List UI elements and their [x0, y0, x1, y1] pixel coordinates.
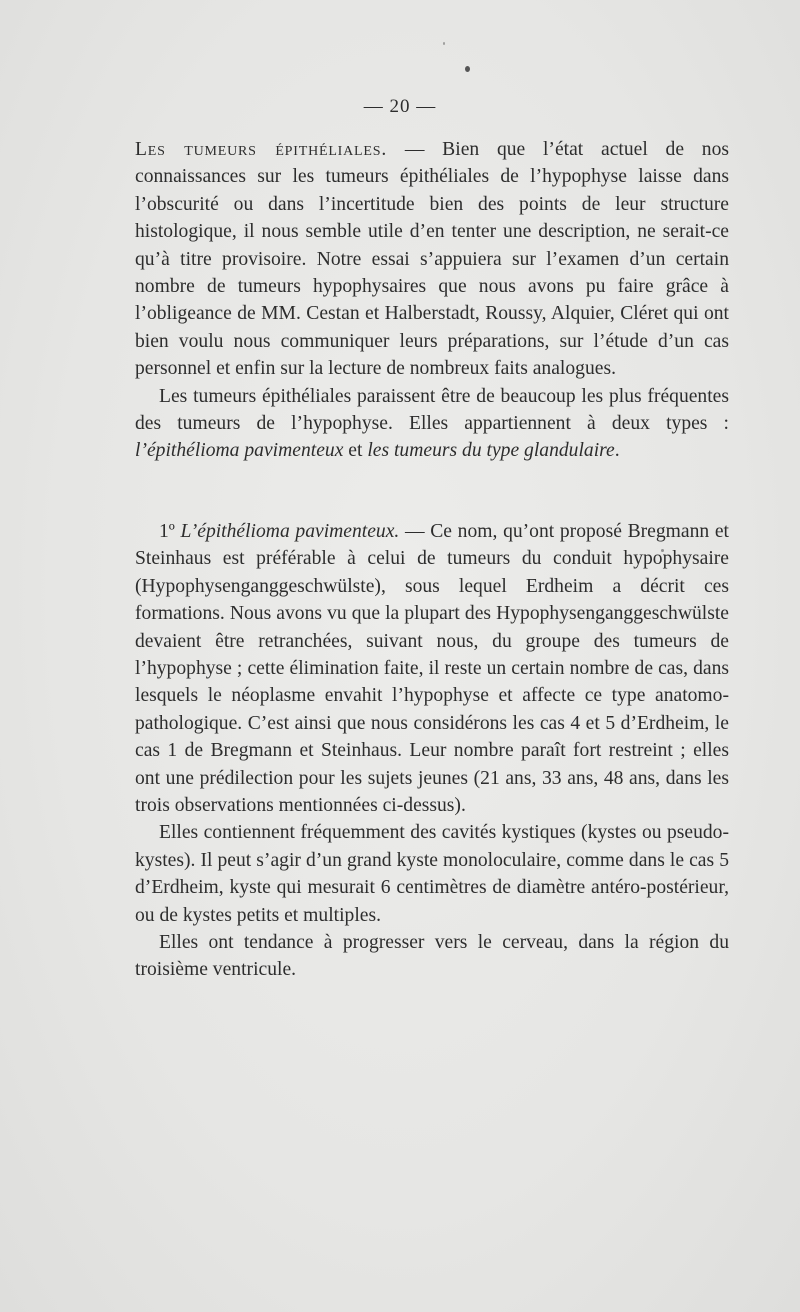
paragraph-text: . — [614, 440, 620, 462]
italic-term: l’épithélioma pavimenteux — [135, 440, 344, 462]
ink-speck — [465, 66, 470, 72]
paragraph-text: — Ce nom, qu’ont proposé Bregmann et Steinhaus est préférable à celui de tumeurs du conduit hypophysaire (Hypophysenganggeschwülste), sous lequel Erdheim a décrit ces formations. Nous avons vu que la plupart des Hypophysenganggeschwülste devaient être retranchées, suivant nous, du groupe des tumeurs de l’hypophyse ; cette élimination faite, il reste un certain nombre de cas, dans lesquels le néoplasme envahit l’hypophyse et affecte ce type anatomo-pathologique. C’est ainsi que nous considérons les cas 4 et 5 d’Erdheim, le cas 1 de Bregmann et Steinhaus. Leur nombre paraît fort restreint ; elles ont une prédilection pour les sujets jeunes (21 ans, 33 ans, 48 ans, dans les trois observations mentionnées ci-dessus). — [135, 520, 729, 816]
paragraph-pavement-epithelioma — [135, 518, 729, 819]
ink-speck — [443, 42, 445, 45]
paragraph-text: et — [343, 440, 368, 462]
body-text — [135, 136, 729, 984]
paragraph-epithelial-tumours — [135, 136, 729, 383]
section-number: 1º — [159, 520, 181, 542]
paragraph-cysts: Elles contiennent fréquemment des cavités kystiques (kystes ou pseudo-kystes). Il peut s’agir d’un grand kyste monoloculaire, comme dans le cas 5 d’Erdheim, kyste qui mesurait 6 centimètres de diamètre antéro-postérieur, ou de kystes petits et multiples. — [135, 822, 729, 926]
page-number: — 20 — — [363, 96, 437, 117]
paragraph-text: Les tumeurs épithéliales paraissent être de beaucoup les plus fréquentes des tumeurs de l’hypophyse. Elles appartiennent à deux types : — [135, 385, 729, 435]
section-heading: Les tumeurs épithéliales. — [135, 139, 388, 160]
paragraph-text: — Bien que l’état actuel de nos connaissances sur les tumeurs épithéliales de l’hypophyse laisse dans l’obscurité ou dans l’incertitude bien des points de leur structure histologique, il nous semble utile d’en tenter une description, ne serait-ce qu’à titre provisoire. Notre essai s’appuiera sur l’examen d’un certain nombre de tumeurs hypophysaires que nous avons pu faire grâce à l’obligeance de MM. Cestan et Halberstadt, Roussy, Alquier, Cléret qui ont bien voulu nous communiquer leurs préparations, sur l’étude d’un cas personnel et enfin sur la lecture de nombreux faits analogues. — [135, 139, 730, 380]
italic-term: les tumeurs du type glandulaire — [367, 440, 615, 462]
section-heading: L’épithélioma pavimenteux. — [180, 520, 400, 542]
paragraph-types — [135, 383, 729, 465]
paragraph-progression: Elles ont tendance à progresser vers le cerveau, dans la région du troisième ventricule. — [135, 931, 729, 981]
